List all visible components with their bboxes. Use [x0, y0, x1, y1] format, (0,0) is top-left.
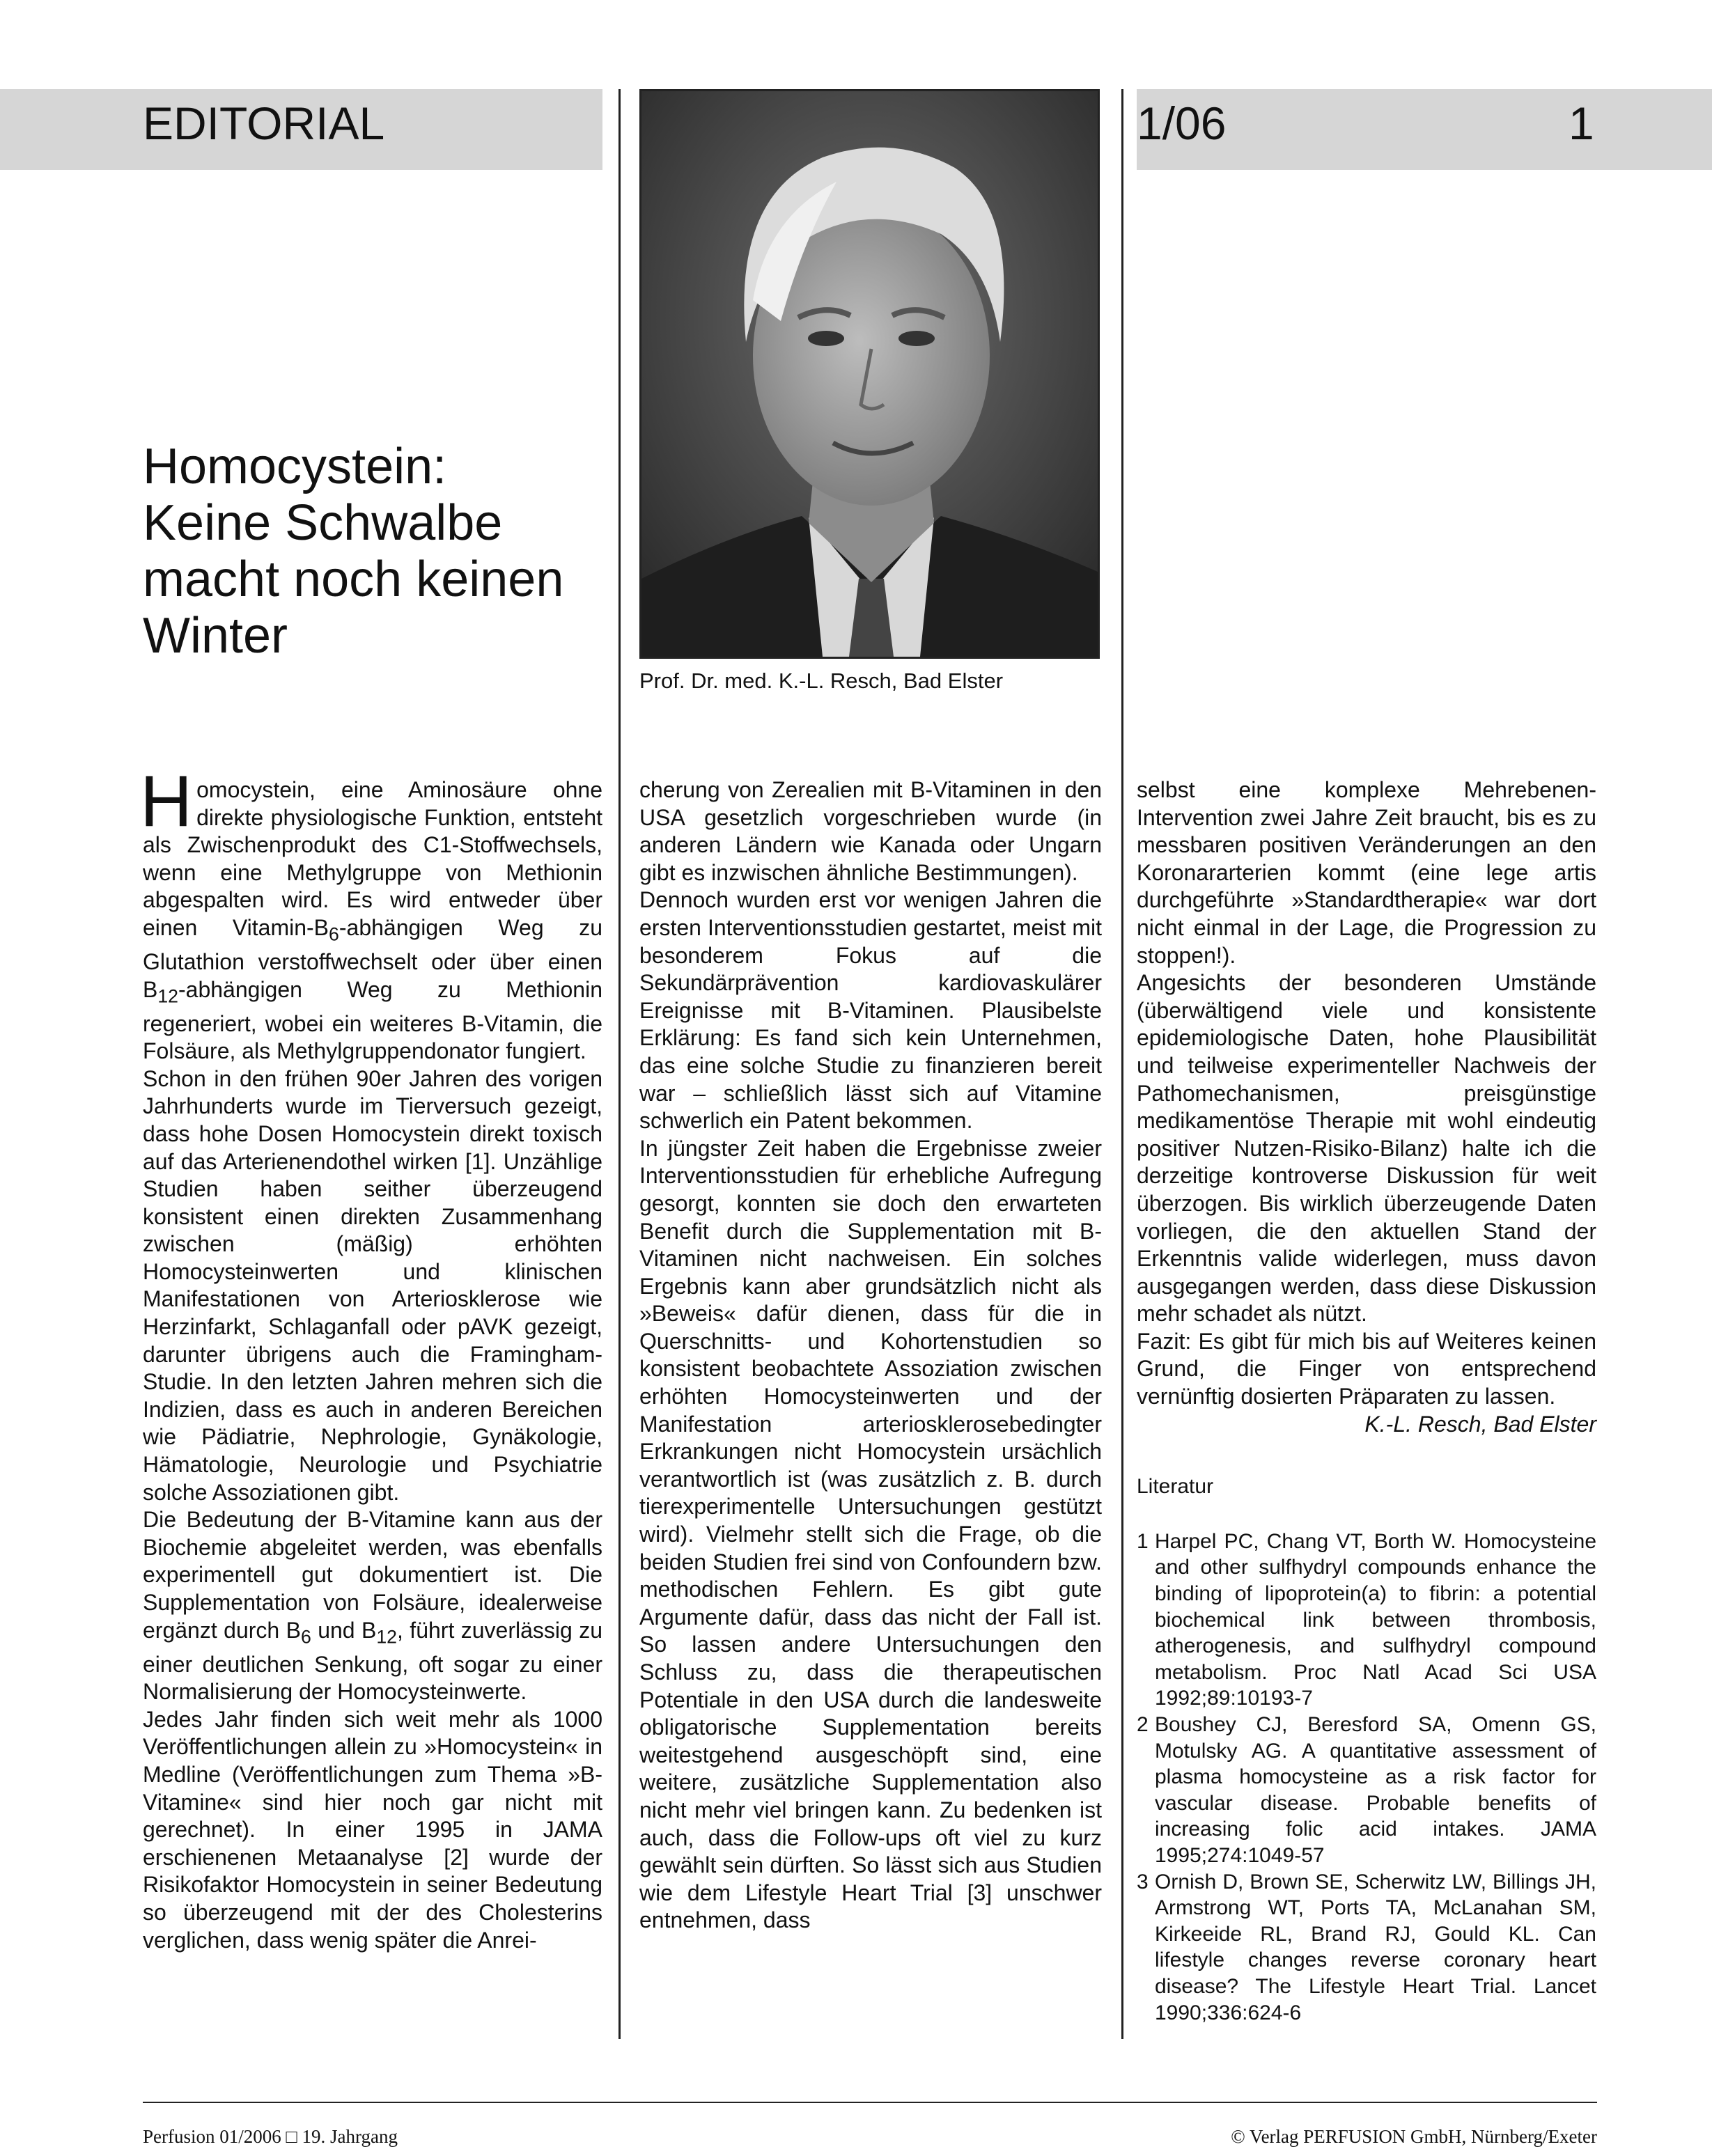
footer-copyright: © Verlag PERFUSION GmbH, Nürnberg/Exeter: [1231, 2126, 1597, 2147]
headline-line: Homocystein:: [143, 439, 447, 494]
issue-number: 1/06: [1137, 97, 1227, 149]
body-paragraph: Die Bedeutung der B-Vitamine kann aus der Biochemie abgeleitet werden, was ebenfalls experimentell gut dokumentiert ist. Die Supplementation von Folsäure, idealerweise ergänzt durch $B_6$ und $B_{12}$, führt zuverlässig zu einer deutlichen Senkung, oft sogar zu einer Normalisierung der Homocysteinwerte.: [143, 1507, 603, 1705]
footer-journal-info: Perfusion 01/2006 □ 19. Jahrgang: [143, 2126, 398, 2147]
reference-text: Ornish D, Brown SE, Scherwitz LW, Billings JH, Armstrong WT, Ports TA, McLanahan SM, Kirkeeide RL, Brand RJ, Gould KL. Can lifestyle changes reverse coronary heart disease? The Lifestyle Heart Trial. Lancet 1990;336:624-6: [1155, 1870, 1596, 2024]
reference-text: Boushey CJ, Beresford SA, Omenn GS, Motulsky AG. A quantitative assessment of plasma homocysteine as a risk factor for vascular disease. Probable benefits of increasing folic acid intakes. JAMA 1995;274:1049-57: [1155, 1713, 1596, 1867]
author-signature: K.-L. Resch, Bad Elster: [1364, 1411, 1596, 1437]
body-paragraph: Homocystein, eine Aminosäure ohne direkte physiologische Funktion, entsteht als Zwischenprodukt des C1-Stoffwechsels, wenn eine Methylgruppe von Methionin abgespalten wird. Es wird entweder über einen Vitamin-$B_6$-abhängigen Weg zu Glutathion verstoffwechselt oder über einen $B_{12}$-abhängigen Weg zu Methionin regeneriert, wobei ein weiteres B-Vitamin, die Folsäure, als Methylgruppendonator fungiert.: [140, 761, 603, 1064]
body-paragraph: Dennoch wurden erst vor wenigen Jahren die ersten Interventionsstudien gestartet, meist mit besonderem Fokus auf die Sekundärprävention kardiovaskulärer Ereignisse mit B-Vitaminen. Plausibelste Erklärung: Es fand sich kein Unternehmen, das eine solche Studie zu finanzieren bereit war – schließlich lässt sich auf Vitamine schwerlich ein Patent bekommen.: [639, 887, 1102, 1134]
headline-line: Winter: [143, 608, 288, 664]
body-column-1: [140, 761, 603, 1954]
body-paragraph: Angesichts der besonderen Umstände (überwältigend viele und konsistente epidemiologische Daten, hohe Plausibilität und teilweise experimenteller Nachweis der Pathomechanismen, preisgünstige medikamentöse Therapie mit wohl eindeutig positiver Nutzen-Risiko-Bilanz) halte ich die derzeitige kontroverse Diskussion für weit überzogen. Bis wirklich überzeugende Daten vorliegen, die den aktuellen Stand der Erkenntnis valide widerlegen, muss davon ausgegangen werden, dass diese Diskussion mehr schadet als nützt.: [1137, 970, 1596, 1327]
section-label: EDITORIAL: [143, 97, 385, 149]
body-column-3: [1137, 776, 1596, 2026]
reference-number: 1: [1137, 1529, 1149, 1553]
drop-cap: H: [140, 761, 193, 842]
column-divider: [618, 89, 621, 2039]
headline-line: macht noch keinen: [143, 552, 564, 607]
article-headline: [143, 439, 616, 664]
reference-number: 3: [1137, 1870, 1149, 1893]
literature-heading: Literatur: [1137, 1475, 1214, 1499]
reference-item: [1137, 1869, 1596, 2026]
reference-item: [1137, 1529, 1596, 1712]
reference-item: [1137, 1712, 1596, 1869]
page-number: 1: [1569, 97, 1594, 149]
body-paragraph: Schon in den frühen 90er Jahren des vorigen Jahrhunderts wurde im Tierversuch gezeigt, dass hohe Dosen Homocystein direkt toxisch auf das Arterienendothel wirken [1]. Unzählige Studien haben seither überzeugend konsistent einen direkten Zusammenhang zwischen (mäßig) erhöhten Homocysteinwerten und klinischen Manifestationen von Arteriosklerose wie Herzinfarkt, Schlaganfall oder pAVK gezeigt, darunter übrigens auch die Framingham-Studie. In den letzten Jahren mehren sich die Indizien, dass es auch in anderen Bereichen wie Pädiatrie, Nephrologie, Gynäkologie, Hämatologie, Neurologie und Psychiatrie solche Assoziationen gibt.: [143, 1065, 602, 1505]
body-paragraph: Jedes Jahr finden sich weit mehr als 1000 Veröffentlichungen allein zu »Homocystein« in Medline (Veröffentlichungen zum Thema »B-Vitamine« sind hier noch gar nicht mit gerechnet). In einer 1995 in JAMA erschienenen Metaanalyse [2] wurde der Risikofaktor Homocystein in seiner Bedeutung so überzeugend mit der des Cholesterins verglichen, dass wenig später die Anrei-: [143, 1706, 602, 1953]
body-paragraph: Fazit: Es gibt für mich bis auf Weiteres keinen Grund, die Finger von entsprechend vernünftig dosierten Präparaten zu lassen.: [1137, 1328, 1596, 1409]
headline-line: Keine Schwalbe: [143, 495, 503, 551]
reference-list: [1137, 1529, 1596, 2026]
body-paragraph: In jüngster Zeit haben die Ergebnisse zweier Interventionsstudien für erhebliche Aufregung gesorgt, konnten sie doch den erwarteten Benefit durch die Supplementation mit B-Vitaminen nicht nachweisen. Ein solches Ergebnis kann aber grundsätzlich nicht als »Beweis« dafür dienen, dass für die in Querschnitts- und Kohortenstudien so konsistent beobachtete Assoziation zwischen erhöhten Homocysteinwerten und der Manifestation arteriosklerosebedingter Erkrankungen nicht Homocystein ursächlich verantwortlich ist (was zusätzlich z. B. durch tierexperimentelle Untersuchungen gestützt wird). Vielmehr stellt sich die Frage, ob die beiden Studien frei sind von Confoundern bzw. methodischen Fehlern. Es gibt gute Argumente dafür, dass das nicht der Fall ist. So lassen andere Untersuchungen den Schluss zu, dass die therapeutischen Potentiale in den USA durch die landesweite obligatorische Supplementation bereits weitestgehend ausgeschöpft sind, eine weitere, zusätzliche Supplementation also nicht mehr viel bringen kann. Zu bedenken ist auch, dass die Follow-ups oft viel zu kurz gewählt sein dürften. So lässt sich aus Studien wie dem Lifestyle Heart Trial [3] unschwer entnehmen, dass: [639, 1135, 1102, 1933]
body-paragraph: selbst eine komplexe Mehrebenen-Intervention zwei Jahre Zeit braucht, bis es zu messbaren positiven Veränderungen an den Koronararterien kommt (eine lege artis durchgeführte »Standardtherapie« war dort nicht einmal in der Lage, die Progression zu stoppen!).: [1137, 777, 1596, 968]
body-paragraph: cherung von Zerealien mit B-Vitaminen in den USA gesetzlich vorgeschrieben wurde (in anderen Ländern wie Kanada oder Ungarn gibt es inzwischen ähnliche Bestimmungen).: [639, 777, 1102, 885]
body-column-2: [639, 776, 1102, 1935]
reference-text: Harpel PC, Chang VT, Borth W. Homocysteine and other sulfhydryl compounds enhance the binding of lipoprotein(a) to fibrin: a potential biochemical link between thrombosis, atherogenesis, and sulfhydryl compound metabolism. Proc Natl Acad Sci USA 1992;89:10193-7: [1155, 1529, 1596, 1710]
photo-caption: Prof. Dr. med. K.-L. Resch, Bad Elster: [639, 669, 1004, 693]
reference-number: 2: [1137, 1713, 1149, 1736]
author-portrait: [639, 89, 1100, 659]
column-divider: [1121, 89, 1123, 2039]
portrait-illustration: [641, 91, 1098, 657]
footer-rule: [143, 2102, 1597, 2103]
